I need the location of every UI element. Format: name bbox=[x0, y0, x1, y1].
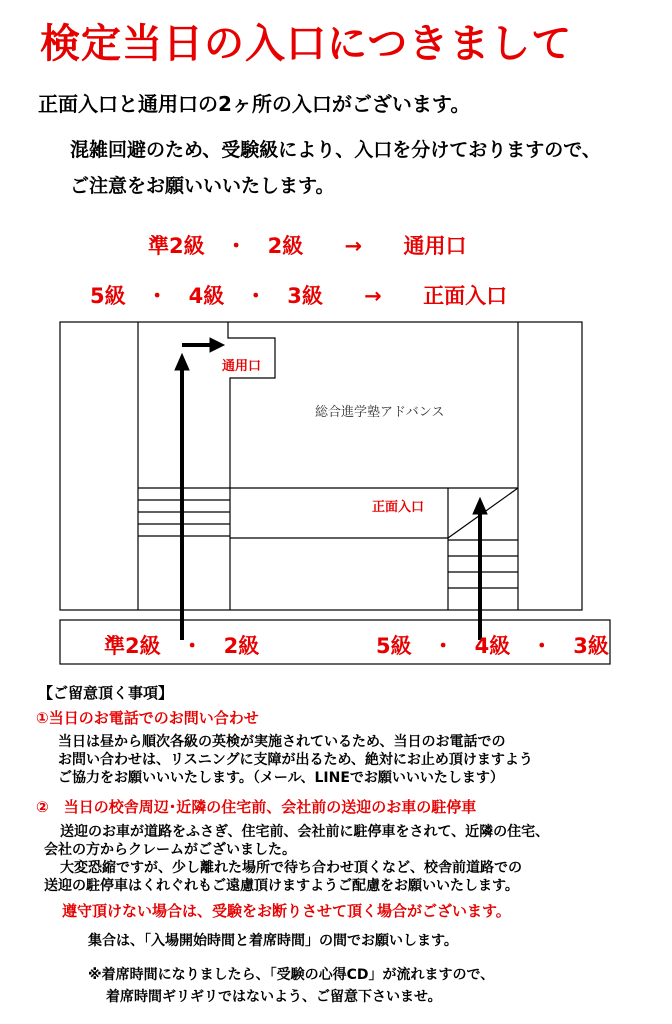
rule-grades: 5級 ・ 4級 ・ 3級 bbox=[90, 284, 323, 308]
page-title: 検定当日の入口につきまして bbox=[40, 21, 573, 67]
rule-arrow-icon: → bbox=[344, 234, 363, 258]
arrow-up-icon bbox=[473, 498, 487, 514]
map-right-group: 5級 ・ 4級 ・ 3級 bbox=[376, 634, 609, 658]
rule-entrance: 正面入口 bbox=[423, 284, 508, 308]
footnote bbox=[88, 964, 494, 1008]
arrow-up-icon bbox=[175, 354, 189, 370]
lead-text: 正面入口と通用口の2ヶ所の入口がございます。 bbox=[38, 92, 471, 116]
section2-body bbox=[44, 823, 549, 895]
intro-line: ご注意をお願いいいたします。 bbox=[70, 175, 335, 197]
notes-heading: 【ご留意頂く事項】 bbox=[38, 684, 174, 702]
map-left-group: 準2級 ・ 2級 bbox=[104, 634, 260, 658]
body-line: 会社の方からクレームがございました。 bbox=[44, 842, 296, 858]
map-building-name: 総合進学塾アドバンス bbox=[315, 405, 445, 420]
body-line: 送迎のお車が道路をふさぎ、住宅前、会社前に駐停車をされて、近隣の住宅、 bbox=[60, 824, 550, 840]
body-line: 送迎の駐停車はくれぐれもご遠慮頂けますようご配慮をお願いいたします。 bbox=[44, 878, 519, 894]
rule-grades: 準2級 ・ 2級 bbox=[148, 234, 304, 258]
rule-arrow-icon: → bbox=[364, 284, 382, 308]
intro-line: 混雑回避のため、受験級により、入口を分けておりますので、 bbox=[70, 139, 601, 161]
map-main-entrance-label: 正面入口 bbox=[372, 500, 425, 515]
section1-title: ①当日のお電話でのお問い合わせ bbox=[36, 709, 259, 727]
map-side-entrance-label: 通用口 bbox=[222, 359, 262, 374]
body-line: ご協力をお願いいいたします。（メール、LINEでお願いいいたします） bbox=[58, 770, 504, 786]
arrow-right-icon bbox=[210, 338, 224, 352]
footnote-line: ※着席時間になりましたら、「受験の心得CD」が流れますので、 bbox=[88, 967, 495, 983]
section1-body bbox=[58, 733, 533, 787]
section2-title: ② 当日の校舎周辺･近隣の住宅前、会社前の送迎のお車の駐停車 bbox=[36, 798, 477, 816]
gathering-note: 集合は、「入場開始時間と着席時間」の間でお願いします。 bbox=[88, 933, 458, 949]
body-line: 当日は昼から順次各級の英検が実施されているため、当日のお電話での bbox=[58, 734, 506, 750]
body-line: 大変恐縮ですが、少し離れた場所で待ち合わせ頂くなど、校舎前道路での bbox=[60, 860, 522, 876]
rule-entrance: 通用口 bbox=[403, 234, 467, 258]
section2-warning: 遵守頂けない場合は、受験をお断りさせて頂く場合がございます。 bbox=[62, 902, 511, 920]
body-line: お問い合わせは、リスニングに支障が出るため、絶対にお止め頂けますよう bbox=[58, 752, 533, 768]
footnote-line: 着席時間ギリギリではないよう、ご留意下さいませ。 bbox=[106, 989, 442, 1005]
